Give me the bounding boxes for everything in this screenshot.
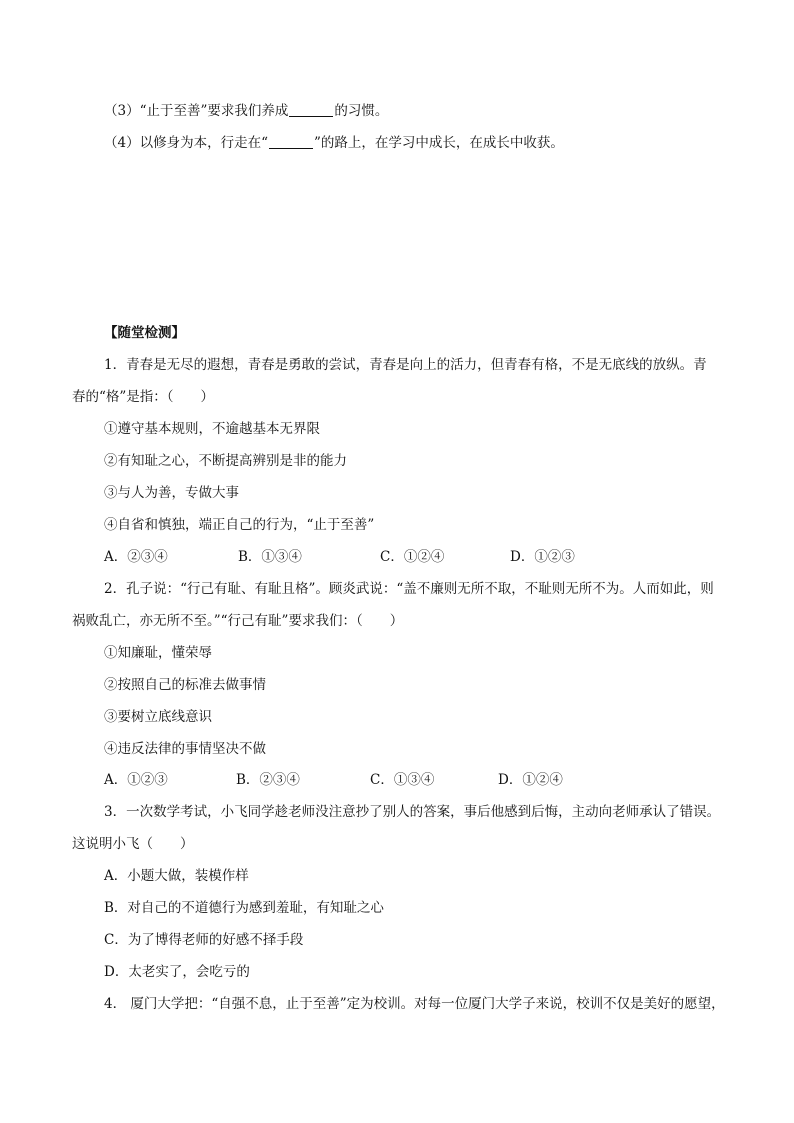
q1-item-3: ③与人为善，专做大事 — [104, 485, 239, 501]
intro-question-4 — [104, 134, 564, 152]
q1-option-c: C．①②④ — [380, 549, 445, 565]
q1-item-2: ②有知耻之心，不断提高辨别是非的能力 — [104, 453, 347, 469]
q4-blank — [269, 134, 313, 149]
q2-option-a: A．①②③ — [104, 772, 168, 788]
q4-text-after: ”的路上，在学习中成长，在成长中收获。 — [314, 135, 564, 151]
q1-option-d: D．①②③ — [510, 549, 575, 565]
q3-option-b: B．对自己的不道德行为感到羞耻，有知耻之心 — [104, 900, 384, 916]
q4-stem-line1: 4． 厦门大学把：“自强不息，止于至善”定为校训。对每一位厦门大学子来说，校训不仅是美好的愿望， — [104, 996, 725, 1012]
q3-option-c: C．为了博得老师的好感不择手段 — [104, 932, 304, 948]
q2-item-2: ②按照自己的标准去做事情 — [104, 677, 266, 693]
q1-item-4: ④自省和慎独，端正自己的行为，“止于至善” — [104, 517, 375, 533]
q4-text-before: （4）以修身为本，行走在“ — [104, 135, 268, 151]
q1-item-1: ①遵守基本规则，不逾越基本无界限 — [104, 421, 320, 437]
q3-option-d: D．太老实了，会吃亏的 — [104, 964, 250, 980]
q1-option-a: A．②③④ — [104, 549, 168, 565]
q1-stem-line2: 春的“格”是指：（ ） — [72, 389, 215, 405]
q1-options — [104, 548, 575, 566]
section-title: 【随堂检测】 — [104, 325, 185, 341]
q2-option-b: B．②③④ — [236, 772, 300, 788]
q3-blank — [289, 102, 333, 117]
q3-stem-line2: 这说明小飞（ ） — [72, 836, 194, 852]
q2-stem-line1: 2．孔子说：“行己有耻、有耻且格”。顾炎武说：“盖不廉则无所不取，不耻则无所不为。人而如此，则 — [104, 581, 714, 597]
q2-item-1: ①知廉耻，懂荣辱 — [104, 645, 212, 661]
q2-options — [104, 771, 563, 789]
q1-stem-line1: 1．青春是无尽的遐想，青春是勇敢的尝试，青春是向上的活力，但青春有格，不是无底线的放纵。青 — [104, 357, 707, 373]
q2-option-c: C．①③④ — [370, 772, 435, 788]
q3-stem-line1: 3．一次数学考试，小飞同学趁老师没注意抄了别人的答案，事后他感到后悔，主动向老师承认了错误。 — [104, 804, 721, 820]
q2-item-3: ③要树立底线意识 — [104, 709, 212, 725]
q2-option-d: D．①②④ — [498, 772, 563, 788]
q2-stem-line2: 祸败乱亡，亦无所不至。”“行己有耻”要求我们：（ ） — [72, 613, 404, 629]
q3-text-before: （3）“止于至善”要求我们养成 — [104, 103, 289, 119]
q3-text-after: 的习惯。 — [334, 103, 389, 119]
intro-question-3 — [104, 102, 388, 120]
q1-option-b: B．①③④ — [238, 549, 302, 565]
q2-item-4: ④违反法律的事情坚决不做 — [104, 741, 266, 757]
q3-option-a: A．小题大做，装模作样 — [104, 868, 249, 884]
